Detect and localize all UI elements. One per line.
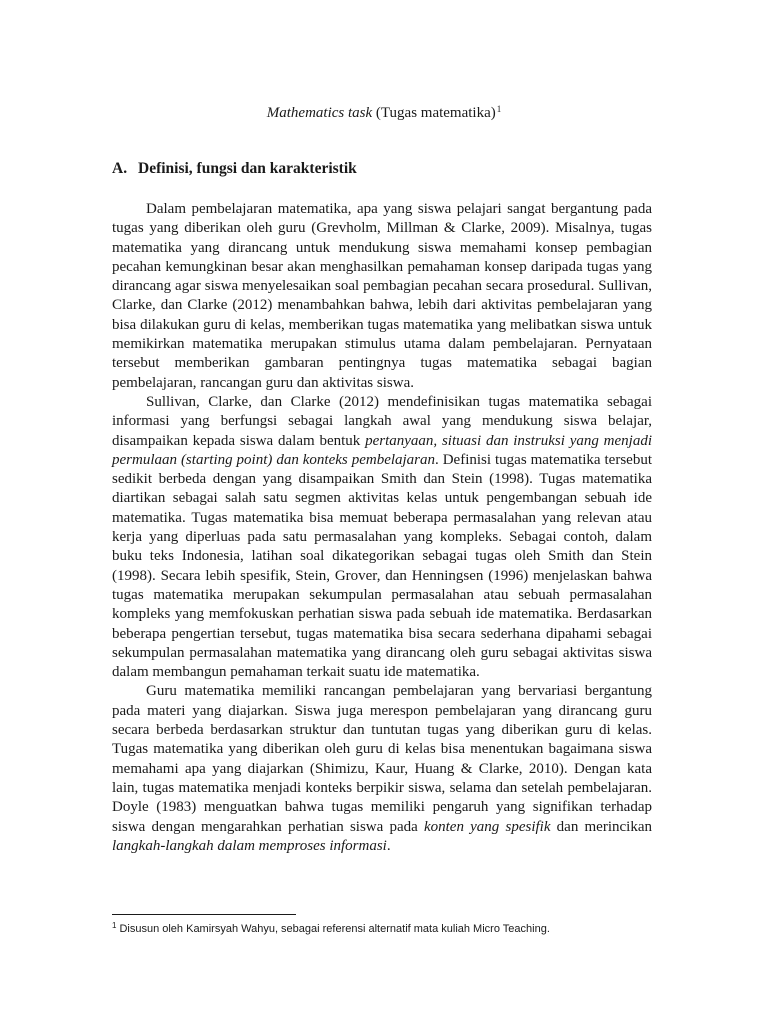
- paragraph-3-italic-1: konten yang spesifik: [423, 818, 551, 835]
- footnote: [112, 921, 652, 935]
- paragraph-3-part-3: .: [386, 837, 391, 854]
- section-heading-text: Definisi, fungsi dan karakteristik: [138, 160, 357, 177]
- paragraph-3-italic-2: langkah-langkah dalam memproses informasi: [112, 837, 387, 854]
- section-heading: [112, 160, 357, 178]
- footnote-text: Disusun oleh Kamirsyah Wahyu, sebagai referensi alternatif mata kuliah Micro Teaching.: [119, 923, 550, 935]
- paragraph-3-part-2: dan merincikan: [550, 818, 652, 835]
- paragraph-3: [112, 682, 652, 856]
- page-title: [0, 104, 768, 122]
- paragraph-2: [112, 393, 652, 682]
- footnote-mark: 1: [112, 921, 117, 930]
- title-rest: (Tugas matematika): [372, 105, 496, 121]
- paragraph-1: Dalam pembelajaran matematika, apa yang siswa pelajari sangat bergantung pada tugas yang diberikan oleh guru (Grevholm, Millman & Clarke, 2009). Misalnya, tugas matematika yang dirancang untuk mendukung siswa memahami konsep pembagian pecahan kemungkinan besar akan menghasilkan pemahaman konsep daripada tugas yang dirancang agar siswa menyelesaikan soal pembagian pecahan secara prosedural. Sullivan, Clarke, dan Clarke (2012) menambahkan bahwa, lebih dari aktivitas pembelajaran yang bisa dilakukan guru di kelas, memberikan tugas matematika yang melibatkan siswa untuk memikirkan matematika merupakan stimulus utama dalam pembelajaran. Pernyataan tersebut memberikan gambaran pentingnya tugas matematika sebagai bagian pembelajaran, rancangan guru dan aktivitas siswa.: [112, 201, 652, 391]
- title-italic: Mathematics task: [266, 105, 373, 121]
- title-footnote-mark[interactable]: 1: [496, 104, 502, 114]
- paragraph-3-part-1: Guru matematika memiliki rancangan pembelajaran yang bervariasi bergantung pada materi yang diajarkan. Siswa juga merespon pembelajaran yang dirancang guru secara berbeda berdasarkan struktur dan tuntutan tugas yang diberikan guru di kelas. Tugas matematika yang diberikan oleh guru di kelas bisa menentukan bagaimana siswa memahami apa yang diajarkan (Shimizu, Kaur, Huang & Clarke, 2010). Dengan kata lain, tugas matematika menjadi konteks berpikir siswa, selama dan setelah pembelajaran. Doyle (1983) menguatkan bahwa tugas memiliki pengaruh yang signifikan terhadap siswa dengan mengarahkan perhatian siswa pada: [112, 683, 652, 835]
- section-letter: A.: [112, 160, 128, 177]
- paragraph-2-italic: pertanyaan, situasi dan instruksi yang menjadi permulaan (starting point) dan konteks pembelajaran: [112, 432, 652, 468]
- paragraph-2-part-1: Sullivan, Clarke, dan Clarke (2012) mendefinisikan tugas matematika sebagai informasi yang berfungsi sebagai langkah awal yang mendukung siswa belajar, disampaikan kepada siswa dalam bentuk: [112, 393, 652, 449]
- paragraph-2-part-2: . Definisi tugas matematika tersebut sedikit berbeda dengan yang disampaikan Smith dan Stein (1998). Tugas matematika diartikan sebagai salah satu segmen aktivitas kelas untuk pengembangan sebuah ide matematika. Tugas matematika bisa memuat beberapa permasalahan yang relevan atau kerja yang diperluas pada satu permasalahan yang kompleks. Sebagai contoh, dalam buku teks Indonesia, latihan soal dikategorikan sebagai tugas oleh Smith dan Stein (1998). Secara lebih spesifik, Stein, Grover, dan Henningsen (1996) menjelaskan bahwa tugas matematika merupakan sekumpulan permasalahan atau sebuah permasalahan kompleks yang memfokuskan perhatian siswa pada sebuah ide matematika. Berdasarkan beberapa pengertian tersebut, tugas matematika bisa secara sederhana dipahami sebagai sekumpulan permasalahan matematika yang dirancang oleh guru sebagai aktivitas siswa dalam membangun pemahaman terkait suatu ide matematika.: [112, 451, 652, 681]
- body-text: [112, 200, 652, 856]
- footnote-divider: [112, 914, 296, 915]
